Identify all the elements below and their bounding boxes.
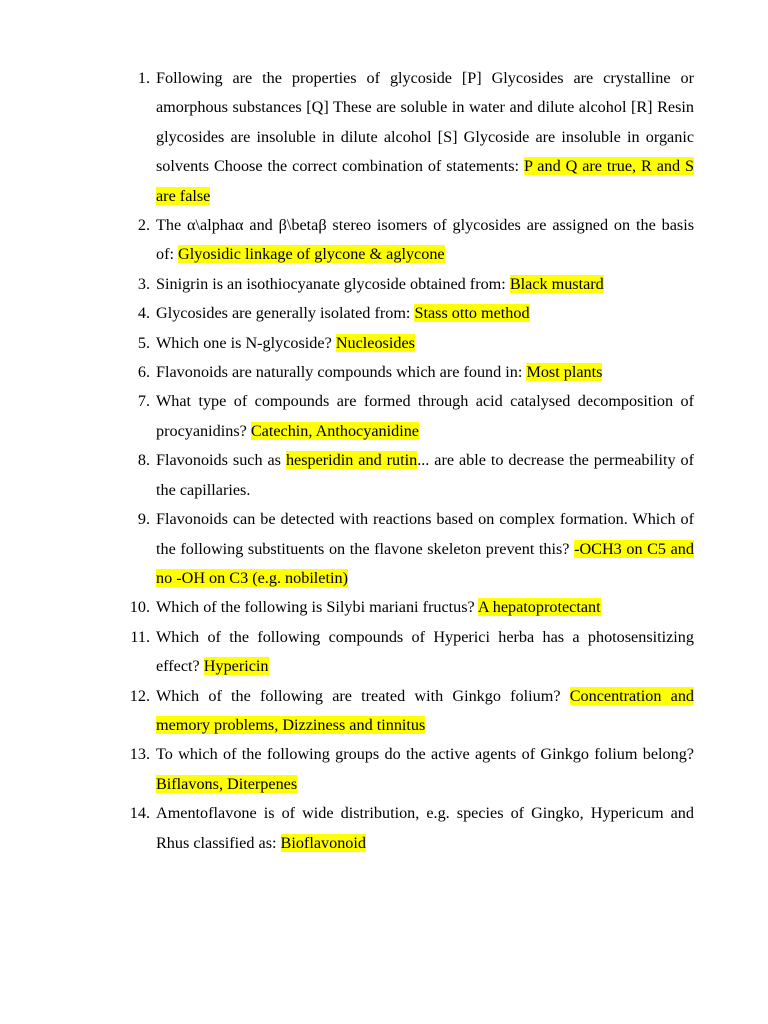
question-text: Sinigrin is an isothiocyanate glycoside obtained from: <box>156 274 510 293</box>
question-item-7 <box>128 387 694 446</box>
question-item-6 <box>128 358 694 387</box>
question-number: 8. <box>137 451 150 470</box>
question-text: To which of the following groups do the active agents of Ginkgo folium belong? <box>156 745 694 764</box>
question-text: Glycosides are generally isolated from: <box>156 304 415 323</box>
question-text: Which of the following are treated with Ginkgo folium? <box>156 686 570 705</box>
question-item-10 <box>128 593 694 622</box>
question-number: 7. <box>137 392 150 411</box>
answer-highlight: Bioflavonoid <box>280 833 366 852</box>
answer-highlight: Catechin, Anthocyanidine <box>250 421 419 440</box>
question-item-3 <box>128 270 694 299</box>
question-number: 3. <box>137 274 150 293</box>
question-text: Flavonoids can be detected with reactions based on complex formation. Which of the following substituents on the flavone skeleton prevent this? <box>156 510 694 558</box>
answer-highlight: Concentration and memory problems, Dizziness and tinnitus <box>156 686 695 734</box>
question-number: 10. <box>129 598 150 617</box>
question-number: 4. <box>137 304 150 323</box>
question-number: 5. <box>137 333 150 352</box>
question-text: Which one is N-glycoside? <box>156 333 336 352</box>
answer-highlight: -OCH3 on C5 and no -OH on C3 (e.g. nobiletin) <box>156 539 694 587</box>
question-text-after: ... are able to decrease the permeability of the capillaries. <box>156 451 695 499</box>
question-item-1 <box>128 64 694 211</box>
question-text: Flavonoids are naturally compounds which are found in: <box>156 363 527 382</box>
question-item-5 <box>128 329 694 358</box>
question-text: The α\alphaα and β\betaβ stereo isomers of glycosides are assigned on the basis of: <box>156 216 694 264</box>
answer-highlight: A hepatoprotectant <box>477 598 601 617</box>
question-text: Following are the properties of glycoside [P] Glycosides are crystalline or amorphous substances [Q] These are soluble in water and dilute alcohol [R] Resin glycosides are insoluble in dilute alcohol [S] Glycoside are insoluble in organic solvents Choose the correct combination of statements: <box>156 69 694 176</box>
question-number: 2. <box>137 216 150 235</box>
answer-highlight: Glyosidic linkage of glycone & aglycone <box>178 245 445 264</box>
answer-highlight: hesperidin and rutin <box>285 451 418 470</box>
question-text: What type of compounds are formed through acid catalysed decomposition of procyanidins? <box>156 392 694 440</box>
question-number: 14. <box>129 804 150 823</box>
answer-highlight: Nucleosides <box>335 333 415 352</box>
answer-highlight: Black mustard <box>509 274 604 293</box>
question-item-9 <box>128 505 694 593</box>
question-number: 13. <box>129 745 150 764</box>
question-text: Which of the following compounds of Hyperici herba has a photosensitizing effect? <box>156 627 694 676</box>
answer-highlight: P and Q are true, R and S are false <box>156 157 695 205</box>
question-number: 9. <box>137 510 150 529</box>
question-item-11 <box>128 623 694 682</box>
question-number: 12. <box>129 686 150 705</box>
question-item-12 <box>128 682 694 741</box>
answer-highlight: Most plants <box>526 363 603 382</box>
question-item-2 <box>128 211 694 270</box>
question-number: 11. <box>130 627 150 646</box>
answer-highlight: Stass otto method <box>414 304 530 323</box>
question-item-14 <box>128 799 694 858</box>
question-number: 6. <box>137 363 150 382</box>
question-text: Flavonoids such as <box>156 451 286 470</box>
answer-highlight: Biflavons, Diterpenes <box>156 774 298 793</box>
answer-highlight: Hypericin <box>203 657 269 676</box>
question-number: 1. <box>137 69 150 87</box>
question-item-4 <box>128 299 694 328</box>
question-text: Which of the following is Silybi mariani fructus? <box>156 598 478 617</box>
question-item-13 <box>128 740 694 799</box>
question-text: Amentoflavone is of wide distribution, e.g. species of Gingko, Hypericum and Rhus classified as: <box>156 804 694 852</box>
question-list <box>128 64 694 858</box>
question-item-8 <box>128 446 694 505</box>
